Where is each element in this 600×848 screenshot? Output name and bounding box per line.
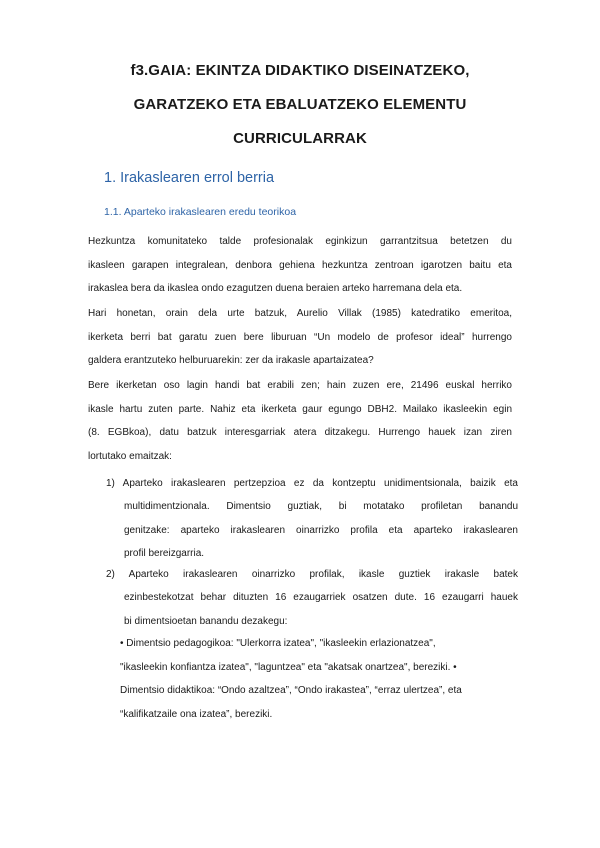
list-item-line: ezinbestekotzat behar dituzten 16 ezaugarriek osatzen dute. 16 ezaugarri hauek	[124, 592, 518, 603]
title-line-3: CURRICULARRAK	[233, 130, 367, 147]
list-item-line: 1) Aparteko irakaslearen pertzepzioa ez da kontzeptu unidimentsionala, baizik eta	[106, 478, 518, 489]
list-item-line: 2) Aparteko irakaslearen oinarrizko profilak, ikasle guztiek irakasle batek	[106, 569, 518, 580]
bullet-line: • Dimentsio pedagogikoa: "Ulerkorra izatea", "ikasleekin erlazionatzea",	[120, 638, 436, 649]
paragraph-3	[88, 374, 512, 468]
paragraph-line: ikerketa berri bat garatu zuen bere liburuan “Un modelo de profesor ideal” hurrengo	[88, 331, 512, 343]
paragraph-line: (8. EGBkoa), datu batzuk interesgarriak atera ditzakegu. Hurrengo hauek izan ziren	[88, 427, 512, 438]
bullet-line: “kalifikatzaile ona izatea”, bereziki.	[120, 708, 273, 720]
paragraph-line: ikasle hartu zuten parte. Nahiz eta ikerketa gaur egungo DBH2. Mailako ikasleekin egin	[88, 403, 512, 415]
subsection-heading: 1.1. Aparteko irakaslearen eredu teorikoa	[104, 206, 297, 218]
list-item-2-first-line	[106, 563, 518, 587]
list-item-1-continuation	[124, 495, 518, 566]
paragraph-line: Hari honetan, orain dela urte batzuk, Aurelio Villak (1985) katedratiko emeritoa,	[88, 308, 512, 319]
list-item-line: multidimentzionala. Dimentsio guztiak, bi motatako profiletan banandu	[124, 501, 518, 512]
paragraph-line: Bere ikerketan oso lagin handi bat erabili zen; hain zuzen ere, 21496 euskal herriko	[88, 380, 512, 391]
list-item-line: profil bereizgarria.	[124, 548, 205, 559]
paragraph-2	[88, 302, 512, 373]
paragraph-line: Hezkuntza komunitateko talde profesionalak eginkizun garrantzitsua betetzen du	[88, 236, 512, 247]
bullet-line: "ikasleekin konfiantza izatea", "laguntzea" eta "akatsak onartzea", bereziki. •	[120, 661, 457, 673]
paragraph-line: ikasleen garapen integralean, denbora gehiena hezkuntza zentroan igarotzen baitu eta	[88, 259, 512, 271]
title-line-1: f3.GAIA: EKINTZA DIDAKTIKO DISEINATZEKO,	[130, 62, 470, 79]
paragraph-line: irakaslea bera da ikaslea ondo ezagutzen duena beraien arteko harremana dela eta.	[88, 283, 463, 294]
paragraph-1	[88, 230, 512, 301]
paragraph-line: galdera erantzuteko helburuarekin: zer da irakasle apartaizatea?	[88, 355, 374, 366]
bullet-block	[120, 632, 480, 726]
list-item-2-continuation	[124, 586, 518, 633]
list-item-line: bi dimentsioetan banandu dezakegu:	[124, 615, 288, 627]
title-line-2: GARATZEKO ETA EBALUATZEKO ELEMENTU	[133, 96, 467, 113]
list-item-1-first-line	[106, 472, 518, 496]
section-heading: 1. Irakaslearen errol berria	[104, 170, 275, 186]
list-item-line: genitzake: aparteko irakaslearen oinarrizko profila eta aparteko irakaslearen	[124, 524, 518, 536]
bullet-line: Dimentsio didaktikoa: “Ondo azaltzea”, “Ondo irakastea”, “erraz ulertzea”, eta	[120, 685, 462, 696]
paragraph-line: lortutako emaitzak:	[88, 450, 172, 462]
